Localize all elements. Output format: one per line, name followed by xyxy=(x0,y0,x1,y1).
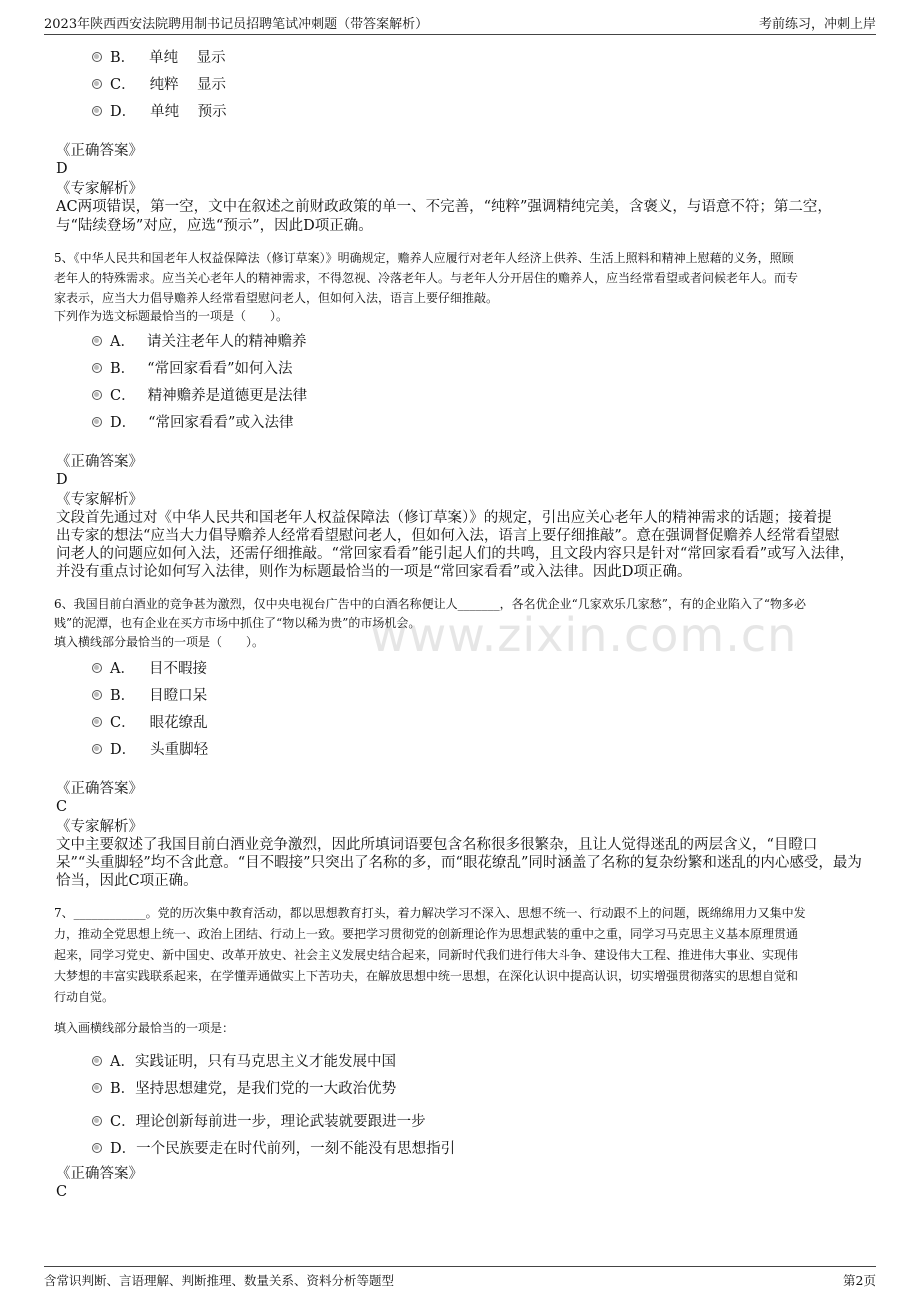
q6-analysis-line: 呆”“头重脚轻”均不含此意。“目不暇接”只突出了名称的多，而“眼花缭乱”同时涵盖了名称的复杂纷繁和迷乱的内心感受，最为 xyxy=(56,855,862,871)
page-header xyxy=(44,8,876,35)
q5-stem-line: 老年人的特殊需求。应当关心老年人的精神需求，不得忽视、冷落老年人。与老年人分开居住的赡养人，应当经常看望或者问候老年人。而专 xyxy=(54,271,799,285)
q5-option-c[interactable]: C． 精神赡养是道德更是法律 xyxy=(92,384,307,405)
q6-answer: C xyxy=(56,799,68,815)
radio-icon[interactable] xyxy=(92,106,102,116)
q7-answer: C xyxy=(56,1184,68,1200)
q7-option-a[interactable]: A． 实践证明，只有马克思主义才能发展中国 xyxy=(92,1050,396,1071)
radio-icon[interactable] xyxy=(92,717,102,727)
q4-option-d[interactable]: D． 单纯 预示 xyxy=(92,100,227,121)
q4-analysis-line: 与“陆续登场”对应，应选“预示”，因此D项正确。 xyxy=(56,218,373,234)
watermark: www.zixin.com.cn xyxy=(370,608,798,662)
q7-stem-line: 7、____________。党的历次集中教育活动，都以思想教育打头，着力解决学习不深入、思想不统一、行动跟不上的问题，既绵绵用力又集中发 xyxy=(54,906,806,920)
radio-icon[interactable] xyxy=(92,1143,102,1153)
radio-icon[interactable] xyxy=(92,1056,102,1066)
q7-stem-line: 起来，同学习党史、新中国史、改革开放史、社会主义发展史结合起来，同新时代我们进行伟大斗争、建设伟大工程、推进伟大事业、实现伟 xyxy=(54,948,799,962)
q7-stem-line: 力，推动全党思想上统一、政治上团结、行动上一致。要把学习贯彻党的创新理论作为思想武装的重中之重，同学习马克思主义基本原理贯通 xyxy=(54,927,799,941)
q5-option-a[interactable]: A． 请关注老年人的精神赡养 xyxy=(92,330,306,351)
header-slogan: 考前练习，冲刺上岸 xyxy=(758,17,876,32)
radio-icon[interactable] xyxy=(92,390,102,400)
radio-icon[interactable] xyxy=(92,52,102,62)
q5-analysis-line: 文段首先通过对《中华人民共和国老年人权益保障法（修订草案）》的规定，引出应关心老年人的精神需求的话题；接着提 xyxy=(56,510,832,526)
q6-option-a[interactable]: A． 目不暇接 xyxy=(92,657,207,678)
q5-option-d[interactable]: D． “常回家看看”或入法律 xyxy=(92,411,293,432)
q6-stem-line: 6、我国目前白酒业的竞争甚为激烈，仅中央电视台广告中的白酒名称便让人_______，各名优企业“几家欢乐几家愁”，有的企业陷入了“物多必 xyxy=(54,597,807,611)
q5-answer: D xyxy=(56,472,68,488)
radio-icon[interactable] xyxy=(92,690,102,700)
radio-icon[interactable] xyxy=(92,744,102,754)
q4-option-b[interactable]: B． 单纯 显示 xyxy=(92,46,226,67)
q4-analysis-line: AC两项错误，第一空，文中在叙述之前财政政策的单一、不完善，“纯粹”强调精纯完美，含褒义，与语意不符；第二空， xyxy=(56,199,832,215)
q6-option-d[interactable]: D． 头重脚轻 xyxy=(92,738,208,759)
radio-icon[interactable] xyxy=(92,79,102,89)
q6-stem-line: 填入横线部分最恰当的一项是（ ）。 xyxy=(54,635,265,649)
q6-option-c[interactable]: C． 眼花缭乱 xyxy=(92,711,208,732)
radio-icon[interactable] xyxy=(92,417,102,427)
page-number: 第2页 xyxy=(843,1273,876,1288)
page-footer xyxy=(44,1266,876,1289)
q6-answer-label: 《正确答案》 xyxy=(56,781,143,797)
q7-option-c[interactable]: C． 理论创新每前进一步，理论武装就要跟进一步 xyxy=(92,1110,426,1131)
radio-icon[interactable] xyxy=(92,363,102,373)
q6-stem-line: 贱”的泥潭，也有企业在买方市场中抓住了“物以稀为贵”的市场机会。 xyxy=(54,616,421,630)
document-title: 2023年陕西西安法院聘用制书记员招聘笔试冲刺题（带答案解析） xyxy=(44,17,429,32)
q7-prompt: 填入画横线部分最恰当的一项是： xyxy=(54,1021,235,1035)
q5-option-b[interactable]: B． “常回家看看”如何入法 xyxy=(92,357,292,378)
q6-option-b[interactable]: B． 目瞪口呆 xyxy=(92,684,207,705)
q6-analysis-label: 《专家解析》 xyxy=(56,819,143,835)
q6-analysis-line: 文中主要叙述了我国目前白酒业竞争激烈，因此所填词语要包含名称很多很繁杂，且让人觉得迷乱的两层含义，“目瞪口 xyxy=(56,837,818,853)
q5-stem-line: 下列作为选文标题最恰当的一项是（ ）。 xyxy=(54,309,289,323)
q5-answer-label: 《正确答案》 xyxy=(56,454,143,470)
q4-answer-label: 《正确答案》 xyxy=(56,143,143,159)
q4-option-c[interactable]: C． 纯粹 显示 xyxy=(92,73,226,94)
q5-stem-line: 家表示，应当大力倡导赡养人经常看望慰问老人，但如何入法，语言上要仔细推敲。 xyxy=(54,291,499,305)
q5-analysis-line: 出专家的想法“应当大力倡导赡养人经常看望慰问老人，但如何入法，语言上要仔细推敲”。意在强调督促赡养人经常看望慰 xyxy=(56,528,840,544)
q5-stem-line: 5、《中华人民共和国老年人权益保障法（修订草案）》明确规定，赡养人应履行对老年人经济上供养、生活上照料和精神上慰藉的义务，照顾 xyxy=(54,251,794,265)
q7-option-d[interactable]: D． 一个民族要走在时代前列，一刻不能没有思想指引 xyxy=(92,1137,455,1158)
q4-answer: D xyxy=(56,161,68,177)
radio-icon[interactable] xyxy=(92,1083,102,1093)
q5-analysis-line: 并没有重点讨论如何写入法律，则作为标题最恰当的一项是“常回家看看”或入法律。因此D项正确。 xyxy=(56,564,692,580)
radio-icon[interactable] xyxy=(92,1116,102,1126)
q7-option-b[interactable]: B． 坚持思想建党，是我们党的一大政治优势 xyxy=(92,1077,396,1098)
q6-analysis-line: 恰当，因此C项正确。 xyxy=(56,873,198,889)
q7-stem-line: 行动自觉。 xyxy=(54,990,115,1004)
q7-stem-line: 大梦想的丰富实践联系起来，在学懂弄通做实上下苦功夫，在解放思想中统一思想，在深化认识中提高认识，切实增强贯彻落实的思想自觉和 xyxy=(54,969,799,983)
q7-answer-label: 《正确答案》 xyxy=(56,1166,143,1182)
q5-analysis-label: 《专家解析》 xyxy=(56,492,143,508)
q5-analysis-line: 问老人的问题应如何入法，还需仔细推敲。“常回家看看”能引起人们的共鸣，且文段内容只是针对“常回家看看”或写入法律， xyxy=(56,546,855,562)
footer-note: 含常识判断、言语理解、判断推理、数量关系、资料分析等题型 xyxy=(44,1273,395,1288)
q4-analysis-label: 《专家解析》 xyxy=(56,181,143,197)
radio-icon[interactable] xyxy=(92,336,102,346)
radio-icon[interactable] xyxy=(92,663,102,673)
